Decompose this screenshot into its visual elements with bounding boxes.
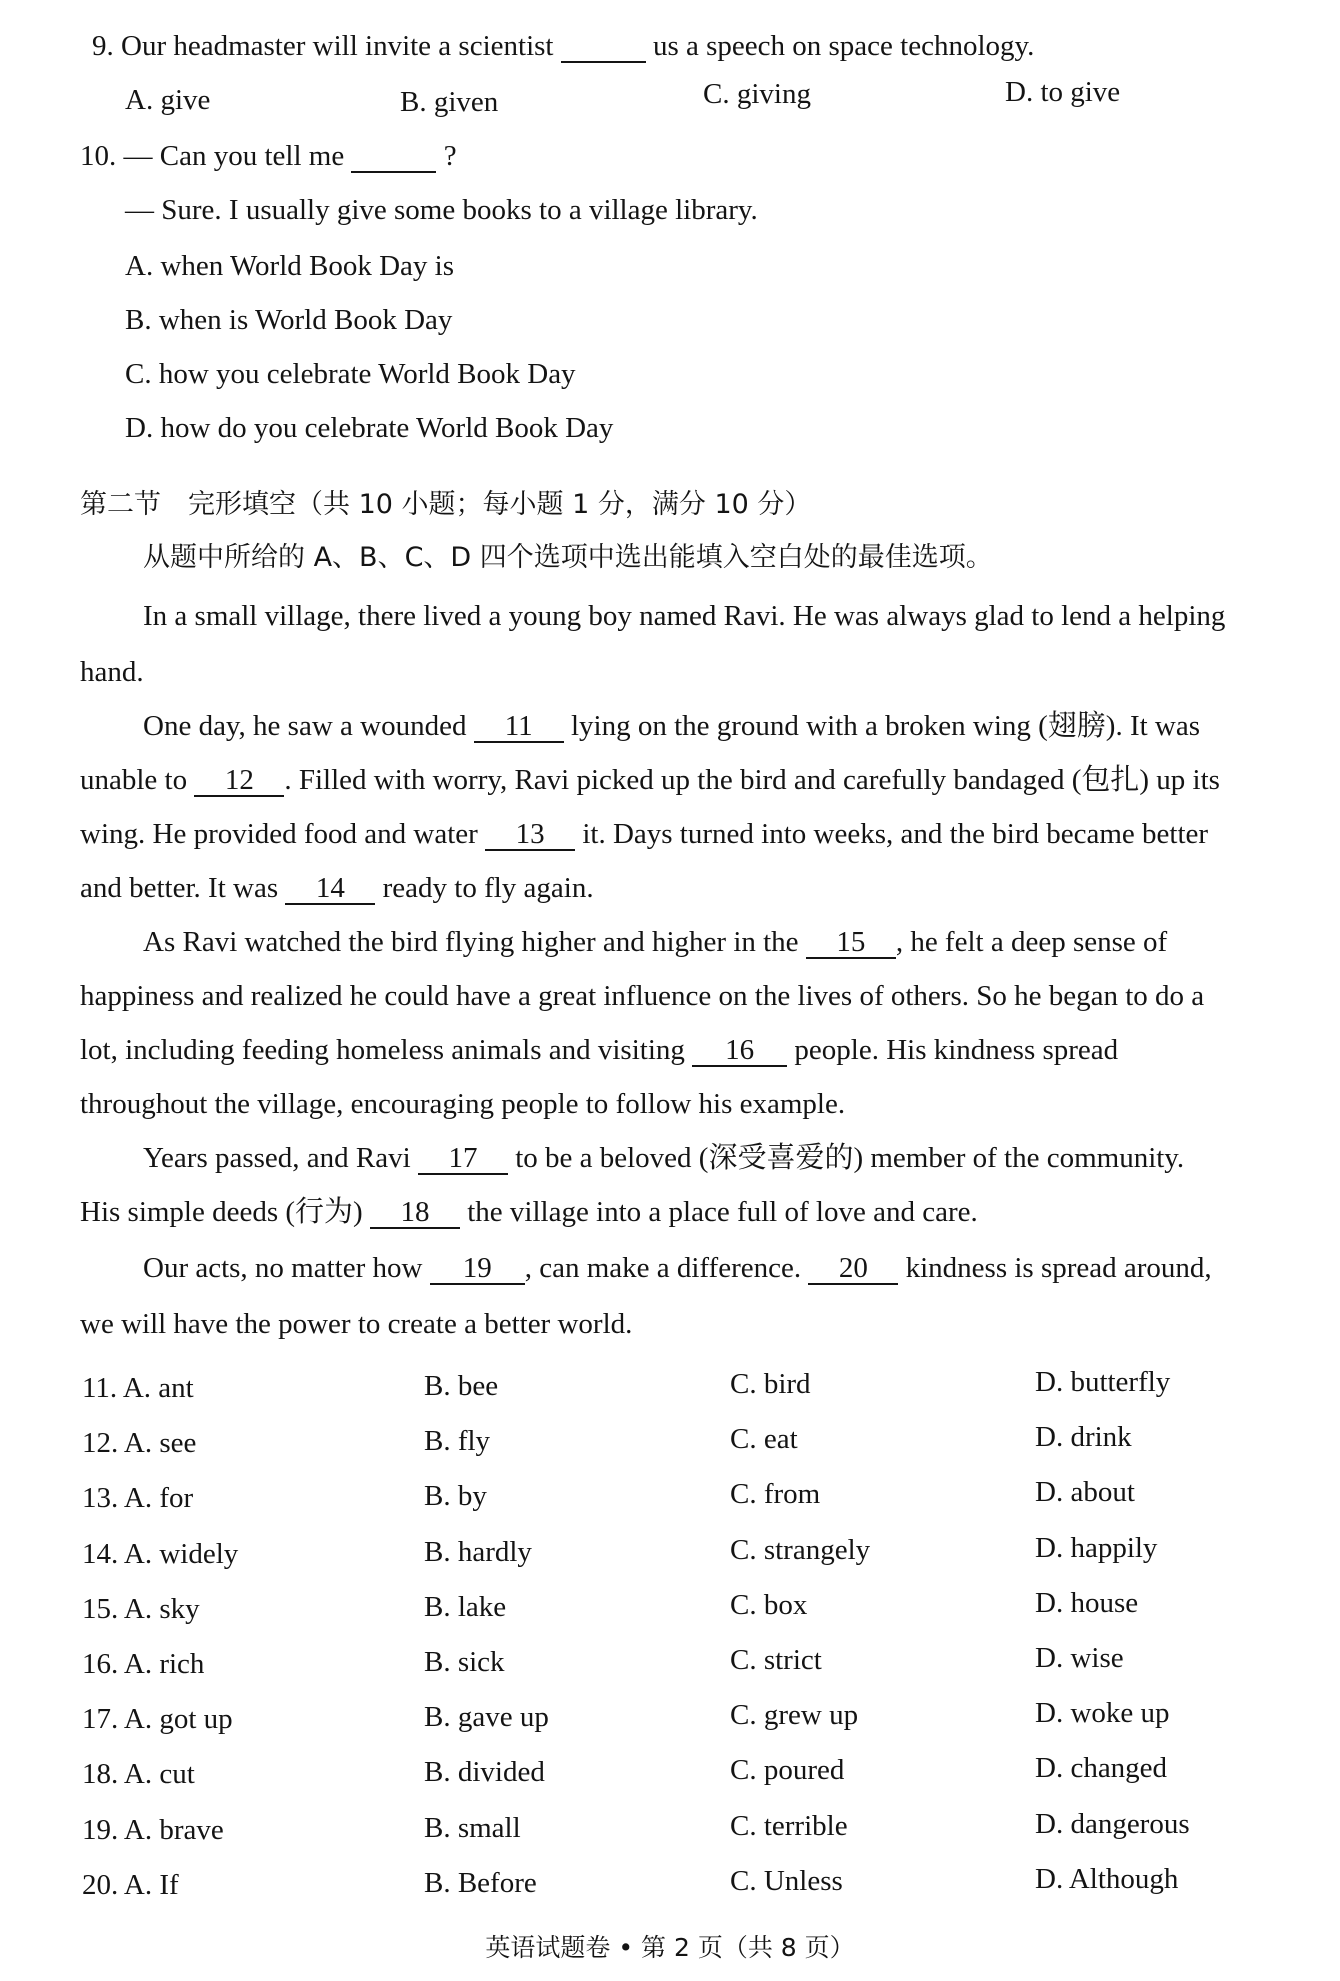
passage-text: One day, he saw a wounded xyxy=(143,710,467,742)
cloze-option-15-b: B. lake xyxy=(424,1591,507,1623)
cloze-option-16-b: B. sick xyxy=(424,1646,505,1678)
cloze-option-14-a: 14. A. widely xyxy=(82,1538,239,1570)
cloze-option-20-b: B. Before xyxy=(424,1867,537,1899)
cloze-option-16-d: D. wise xyxy=(1035,1642,1124,1674)
passage-text: kindness is spread around, xyxy=(905,1252,1212,1284)
cloze-option-15-d: D. house xyxy=(1035,1587,1139,1619)
passage-line: throughout the village, encouraging people to follow his example. xyxy=(80,1088,846,1120)
cloze-option-20-a: 20. A. If xyxy=(82,1869,179,1901)
q9-option-b: B. given xyxy=(400,86,499,118)
cloze-option-13-a: 13. A. for xyxy=(82,1482,194,1514)
passage-line: we will have the power to create a better world. xyxy=(80,1308,633,1340)
question-10-reply: — Sure. I usually give some books to a village library. xyxy=(125,194,758,226)
question-10-text-before: 10. — Can you tell me xyxy=(80,140,345,172)
q10-option-c: C. how you celebrate World Book Day xyxy=(125,358,576,390)
cloze-option-20-c: C. Unless xyxy=(730,1865,843,1897)
question-9-text-before: 9. Our headmaster will invite a scientist xyxy=(92,30,554,62)
blank-17: 17 xyxy=(418,1143,508,1175)
passage-text: to be a beloved (深受喜爱的) member of the community. xyxy=(515,1142,1185,1174)
cloze-option-16-a: 16. A. rich xyxy=(82,1648,205,1680)
cloze-option-11-b: B. bee xyxy=(424,1370,499,1402)
passage-line: In a small village, there lived a young boy named Ravi. He was always glad to lend a helping xyxy=(143,600,1226,632)
passage-text: lot, including feeding homeless animals and visiting xyxy=(80,1034,685,1066)
cloze-option-12-b: B. fly xyxy=(424,1425,491,1457)
section-2-title: 第二节 完形填空（共 10 小题；每小题 1 分，满分 10 分） xyxy=(80,489,812,520)
cloze-option-18-a: 18. A. cut xyxy=(82,1758,195,1790)
cloze-option-19-b: B. small xyxy=(424,1812,521,1844)
blank-11: 11 xyxy=(474,711,564,743)
passage-text: As Ravi watched the bird flying higher and higher in the xyxy=(143,926,799,958)
page-footer: 英语试题卷 • 第 2 页（共 8 页） xyxy=(485,1933,855,1962)
passage-line xyxy=(143,924,1167,960)
passage-line xyxy=(80,1032,1118,1068)
cloze-option-19-a: 19. A. brave xyxy=(82,1814,224,1846)
passage-text: , can make a difference. xyxy=(524,1252,802,1284)
q9-option-d: D. to give xyxy=(1005,76,1121,108)
blank-18: 18 xyxy=(370,1197,460,1229)
cloze-option-16-c: C. strict xyxy=(730,1644,822,1676)
passage-line xyxy=(80,816,1208,852)
cloze-option-15-a: 15. A. sky xyxy=(82,1593,200,1625)
question-9-stem xyxy=(92,28,1034,64)
blank-14: 14 xyxy=(285,873,375,905)
passage-line xyxy=(143,1140,1184,1176)
passage-line: happiness and realized he could have a great influence on the lives of others. So he began to do a xyxy=(80,980,1205,1012)
passage-text: , he felt a deep sense of xyxy=(895,926,1168,958)
cloze-option-19-d: D. dangerous xyxy=(1035,1808,1190,1840)
blank-19: 19 xyxy=(430,1253,525,1285)
passage-text: Our acts, no matter how xyxy=(143,1252,423,1284)
cloze-option-15-c: C. box xyxy=(730,1589,808,1621)
cloze-option-13-d: D. about xyxy=(1035,1476,1135,1508)
cloze-option-11-c: C. bird xyxy=(730,1368,811,1400)
cloze-option-11-d: D. butterfly xyxy=(1035,1366,1171,1398)
blank-16: 16 xyxy=(692,1035,787,1067)
question-9-text-after: us a speech on space technology. xyxy=(652,30,1035,62)
passage-text: Years passed, and Ravi xyxy=(143,1142,411,1174)
cloze-option-18-d: D. changed xyxy=(1035,1752,1168,1784)
passage-line xyxy=(143,708,1200,744)
blank-12: 12 xyxy=(194,765,284,797)
passage-line xyxy=(80,1194,978,1230)
cloze-option-12-c: C. eat xyxy=(730,1423,798,1455)
cloze-option-12-a: 12. A. see xyxy=(82,1427,197,1459)
cloze-option-12-d: D. drink xyxy=(1035,1421,1132,1453)
answer-blank xyxy=(561,31,646,63)
cloze-option-14-d: D. happily xyxy=(1035,1532,1158,1564)
passage-text: His simple deeds (行为) xyxy=(80,1196,363,1228)
answer-blank xyxy=(351,141,436,173)
q9-option-c: C. giving xyxy=(703,78,811,110)
passage-text: unable to xyxy=(80,764,188,796)
q10-option-b: B. when is World Book Day xyxy=(125,304,453,336)
cloze-option-17-c: C. grew up xyxy=(730,1699,859,1731)
passage-text: lying on the ground with a broken wing (翅膀). It was xyxy=(570,710,1201,742)
cloze-option-18-b: B. divided xyxy=(424,1756,545,1788)
passage-text: and better. It was xyxy=(80,872,279,904)
passage-text: the village into a place full of love and care. xyxy=(467,1196,978,1228)
blank-15: 15 xyxy=(806,927,896,959)
question-10-stem xyxy=(80,138,457,174)
passage-text: it. Days turned into weeks, and the bird became better xyxy=(582,818,1209,850)
q10-option-a: A. when World Book Day is xyxy=(125,250,454,282)
q9-option-a: A. give xyxy=(125,84,211,116)
passage-text: ready to fly again. xyxy=(382,872,594,904)
cloze-option-14-c: C. strangely xyxy=(730,1534,871,1566)
cloze-option-17-a: 17. A. got up xyxy=(82,1703,233,1735)
cloze-option-13-c: C. from xyxy=(730,1478,821,1510)
cloze-option-18-c: C. poured xyxy=(730,1754,845,1786)
passage-line xyxy=(80,762,1220,798)
passage-text: people. His kindness spread xyxy=(794,1034,1119,1066)
passage-text: . Filled with worry, Ravi picked up the bird and carefully bandaged (包扎) up its xyxy=(284,764,1220,796)
passage-line: hand. xyxy=(80,656,144,688)
cloze-option-19-c: C. terrible xyxy=(730,1810,848,1842)
cloze-option-20-d: D. Although xyxy=(1035,1863,1179,1895)
q10-option-d: D. how do you celebrate World Book Day xyxy=(125,412,614,444)
passage-text: wing. He provided food and water xyxy=(80,818,478,850)
cloze-option-14-b: B. hardly xyxy=(424,1536,532,1568)
question-10-text-after: ? xyxy=(443,140,457,172)
cloze-option-17-d: D. woke up xyxy=(1035,1697,1170,1729)
cloze-option-17-b: B. gave up xyxy=(424,1701,549,1733)
section-2-instruction: 从题中所给的 A、B、C、D 四个选项中选出能填入空白处的最佳选项。 xyxy=(143,542,993,573)
passage-line xyxy=(143,1250,1212,1286)
blank-20: 20 xyxy=(808,1253,898,1285)
cloze-option-13-b: B. by xyxy=(424,1480,487,1512)
cloze-option-11-a: 11. A. ant xyxy=(82,1372,194,1404)
passage-line xyxy=(80,870,594,906)
blank-13: 13 xyxy=(485,819,575,851)
